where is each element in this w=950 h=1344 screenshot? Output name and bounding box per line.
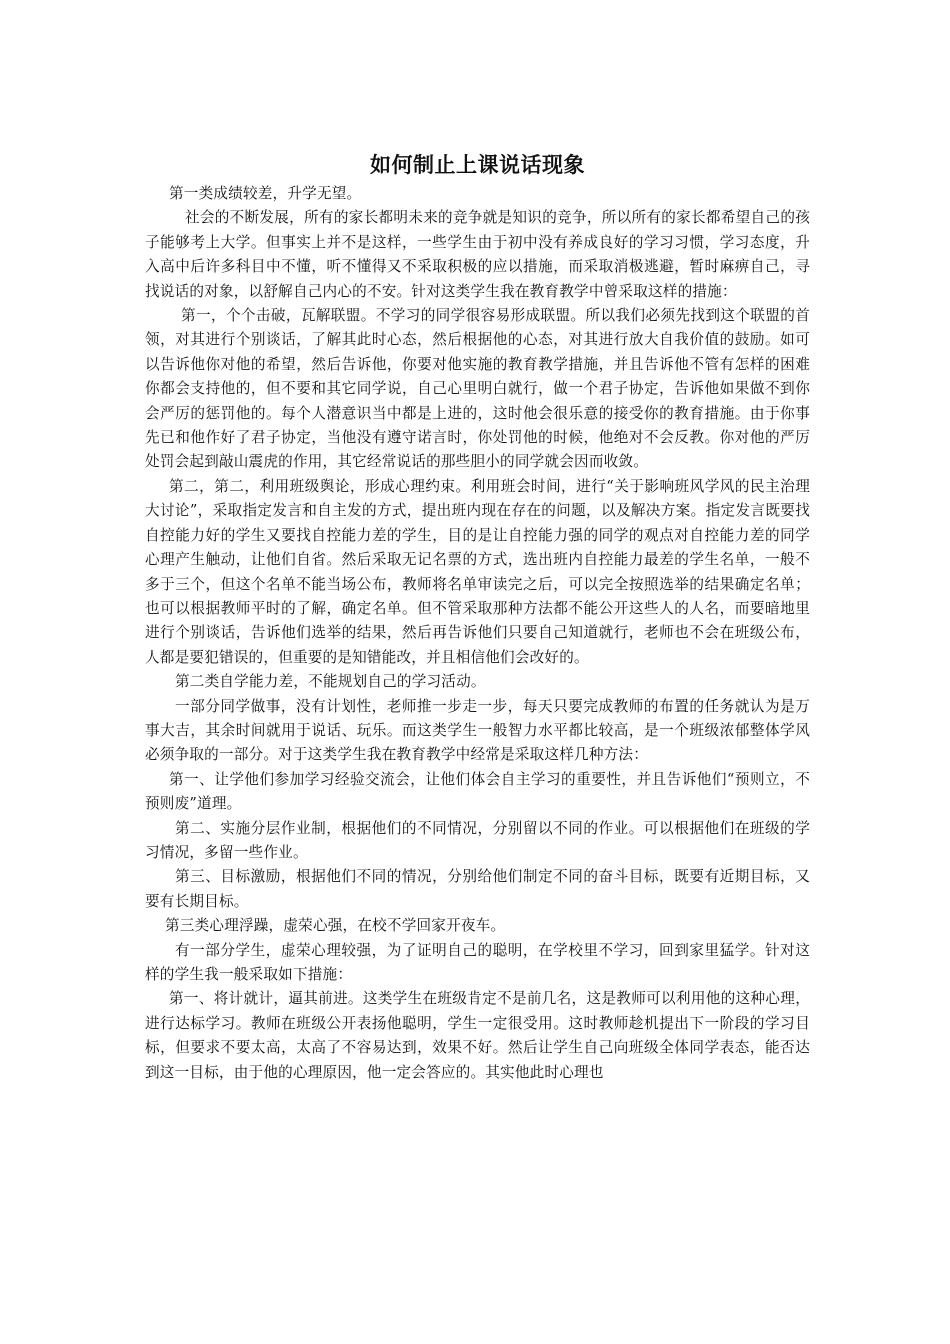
paragraph-category-2-heading: 第二类自学能力差，不能规划自己的学习活动。 xyxy=(175,673,486,691)
paragraph-category-3-heading: 第三类心理浮躁，虚荣心强，在校不学回家开夜车。 xyxy=(165,917,506,935)
paragraph-category-1-intro: 社会的不断发展，所有的家长都明未来的竞争就是知识的竞争，所以所有的家长都希望自己的孩子能够考上大学。但事实上并不是这样，一些学生由于初中没有养成良好的学习习惯，学习态度，升入高中后许多科目中不懂，听不懂得又不采取积极的应以措施，而采取消极逃避，暂时麻痹自己，寻找说话的对象，以舒解自己内心的不安。针对这类学生我在教育教学中曾采取这样的措施： xyxy=(145,209,810,300)
paragraph-category-3-intro: 有一部分学生，虚荣心理较强，为了证明自己的聪明，在学校里不学习，回到家里猛学。针对这样的学生我一般采取如下措施： xyxy=(145,941,810,983)
paragraph-measure-1: 第一，个个击破，瓦解联盟。不学习的同学很容易形成联盟。所以我们必须先找到这个联盟的首领，对其进行个别谈话，了解其此时心态，然后根据他的心态，对其进行放大自我价值的鼓励。如可以告诉他你对他的希望，然后告诉他，你要对他实施的教育教学措施，并且告诉他不管有怎样的困难你都会支持他的，但不要和其它同学说，自己心里明白就行，做一个君子协定，告诉他如果做不到你会严厉的惩罚他的。每个人潜意识当中都是上进的，这时他会很乐意的接受你的教育措施。由于你事先已和他作好了君子协定，当他没有遵守诺言时，你处罚他的时候，他绝对不会反教。你对他的严厉处罚会起到敲山震虎的作用，其它经常说话的那些胆小的同学就会因而收敛。 xyxy=(145,307,810,471)
document-page xyxy=(145,150,810,1085)
paragraph-method-3: 第三、目标激励，根据他们不同的情况，分别给他们制定不同的奋斗目标，既要有近期目标，又要有长期目标。 xyxy=(145,868,810,910)
paragraph-measure-2: 第二，第二，利用班级舆论，形成心理约束。利用班会时间，进行“关于影响班风学风的民主治理大讨论”，采取指定发言和自主发的方式，提出班内现在存在的问题，以及解决方案。指定发言既要找自控能力好的学生又要找自控能力差的学生，目的是让自控能力强的同学的观点对自控能力差的同学心理产生触动，让他们自省。然后采取无记名票的方式，选出班内自控能力最差的学生名单，一般不多于三个，但这个名单不能当场公布，教师将名单审读完之后，可以完全按照选举的结果确定名单；也可以根据教师平时的了解，确定名单。但不管采取那种方法都不能公开这些人的人名，而要暗地里进行个别谈话，告诉他们选举的结果，然后再告诉他们只要自己知道就行，老师也不会在班级公布，人都是要犯错误的，但重要的是知错能改，并且相信他们会改好的。 xyxy=(145,477,810,666)
paragraph-category-2-intro: 一部分同学做事，没有计划性，老师推一步走一步，每天只要完成教师的布置的任务就认为是万事大吉，其余时间就用于说话、玩乐。而这类学生一般智力水平都比较高，是一个班级浓郁整体学风必须争取的一部分。对于这类学生我在教育教学中经常是采取这样几种方法： xyxy=(145,697,810,764)
paragraph-category-3-measure-1: 第一、将计就计，逼其前进。这类学生在班级肯定不是前几名，这是教师可以利用他的这种心理，进行达标学习。教师在班级公开表扬他聪明，学生一定很受用。这时教师趁机提出下一阶段的学习目标，但要求不要太高，太高了不容易达到，效果不好。然后让学生自己向班级全体同学表态，能否达到这一目标，由于他的心理原因，他一定会答应的。其实他此时心理也 xyxy=(145,990,810,1081)
paragraph-method-1: 第一、让学他们参加学习经验交流会，让他们体会自主学习的重要性，并且告诉他们“预则立，不预则废”道理。 xyxy=(145,770,810,813)
document-title: 如何制止上课说话现象 xyxy=(370,153,585,177)
paragraph-method-2: 第二、实施分层作业制，根据他们的不同情况，分别留以不同的作业。可以根据他们在班级的学习情况，多留一些作业。 xyxy=(145,819,810,861)
paragraph-category-1-heading: 第一类成绩较差，升学无望。 xyxy=(169,185,362,202)
